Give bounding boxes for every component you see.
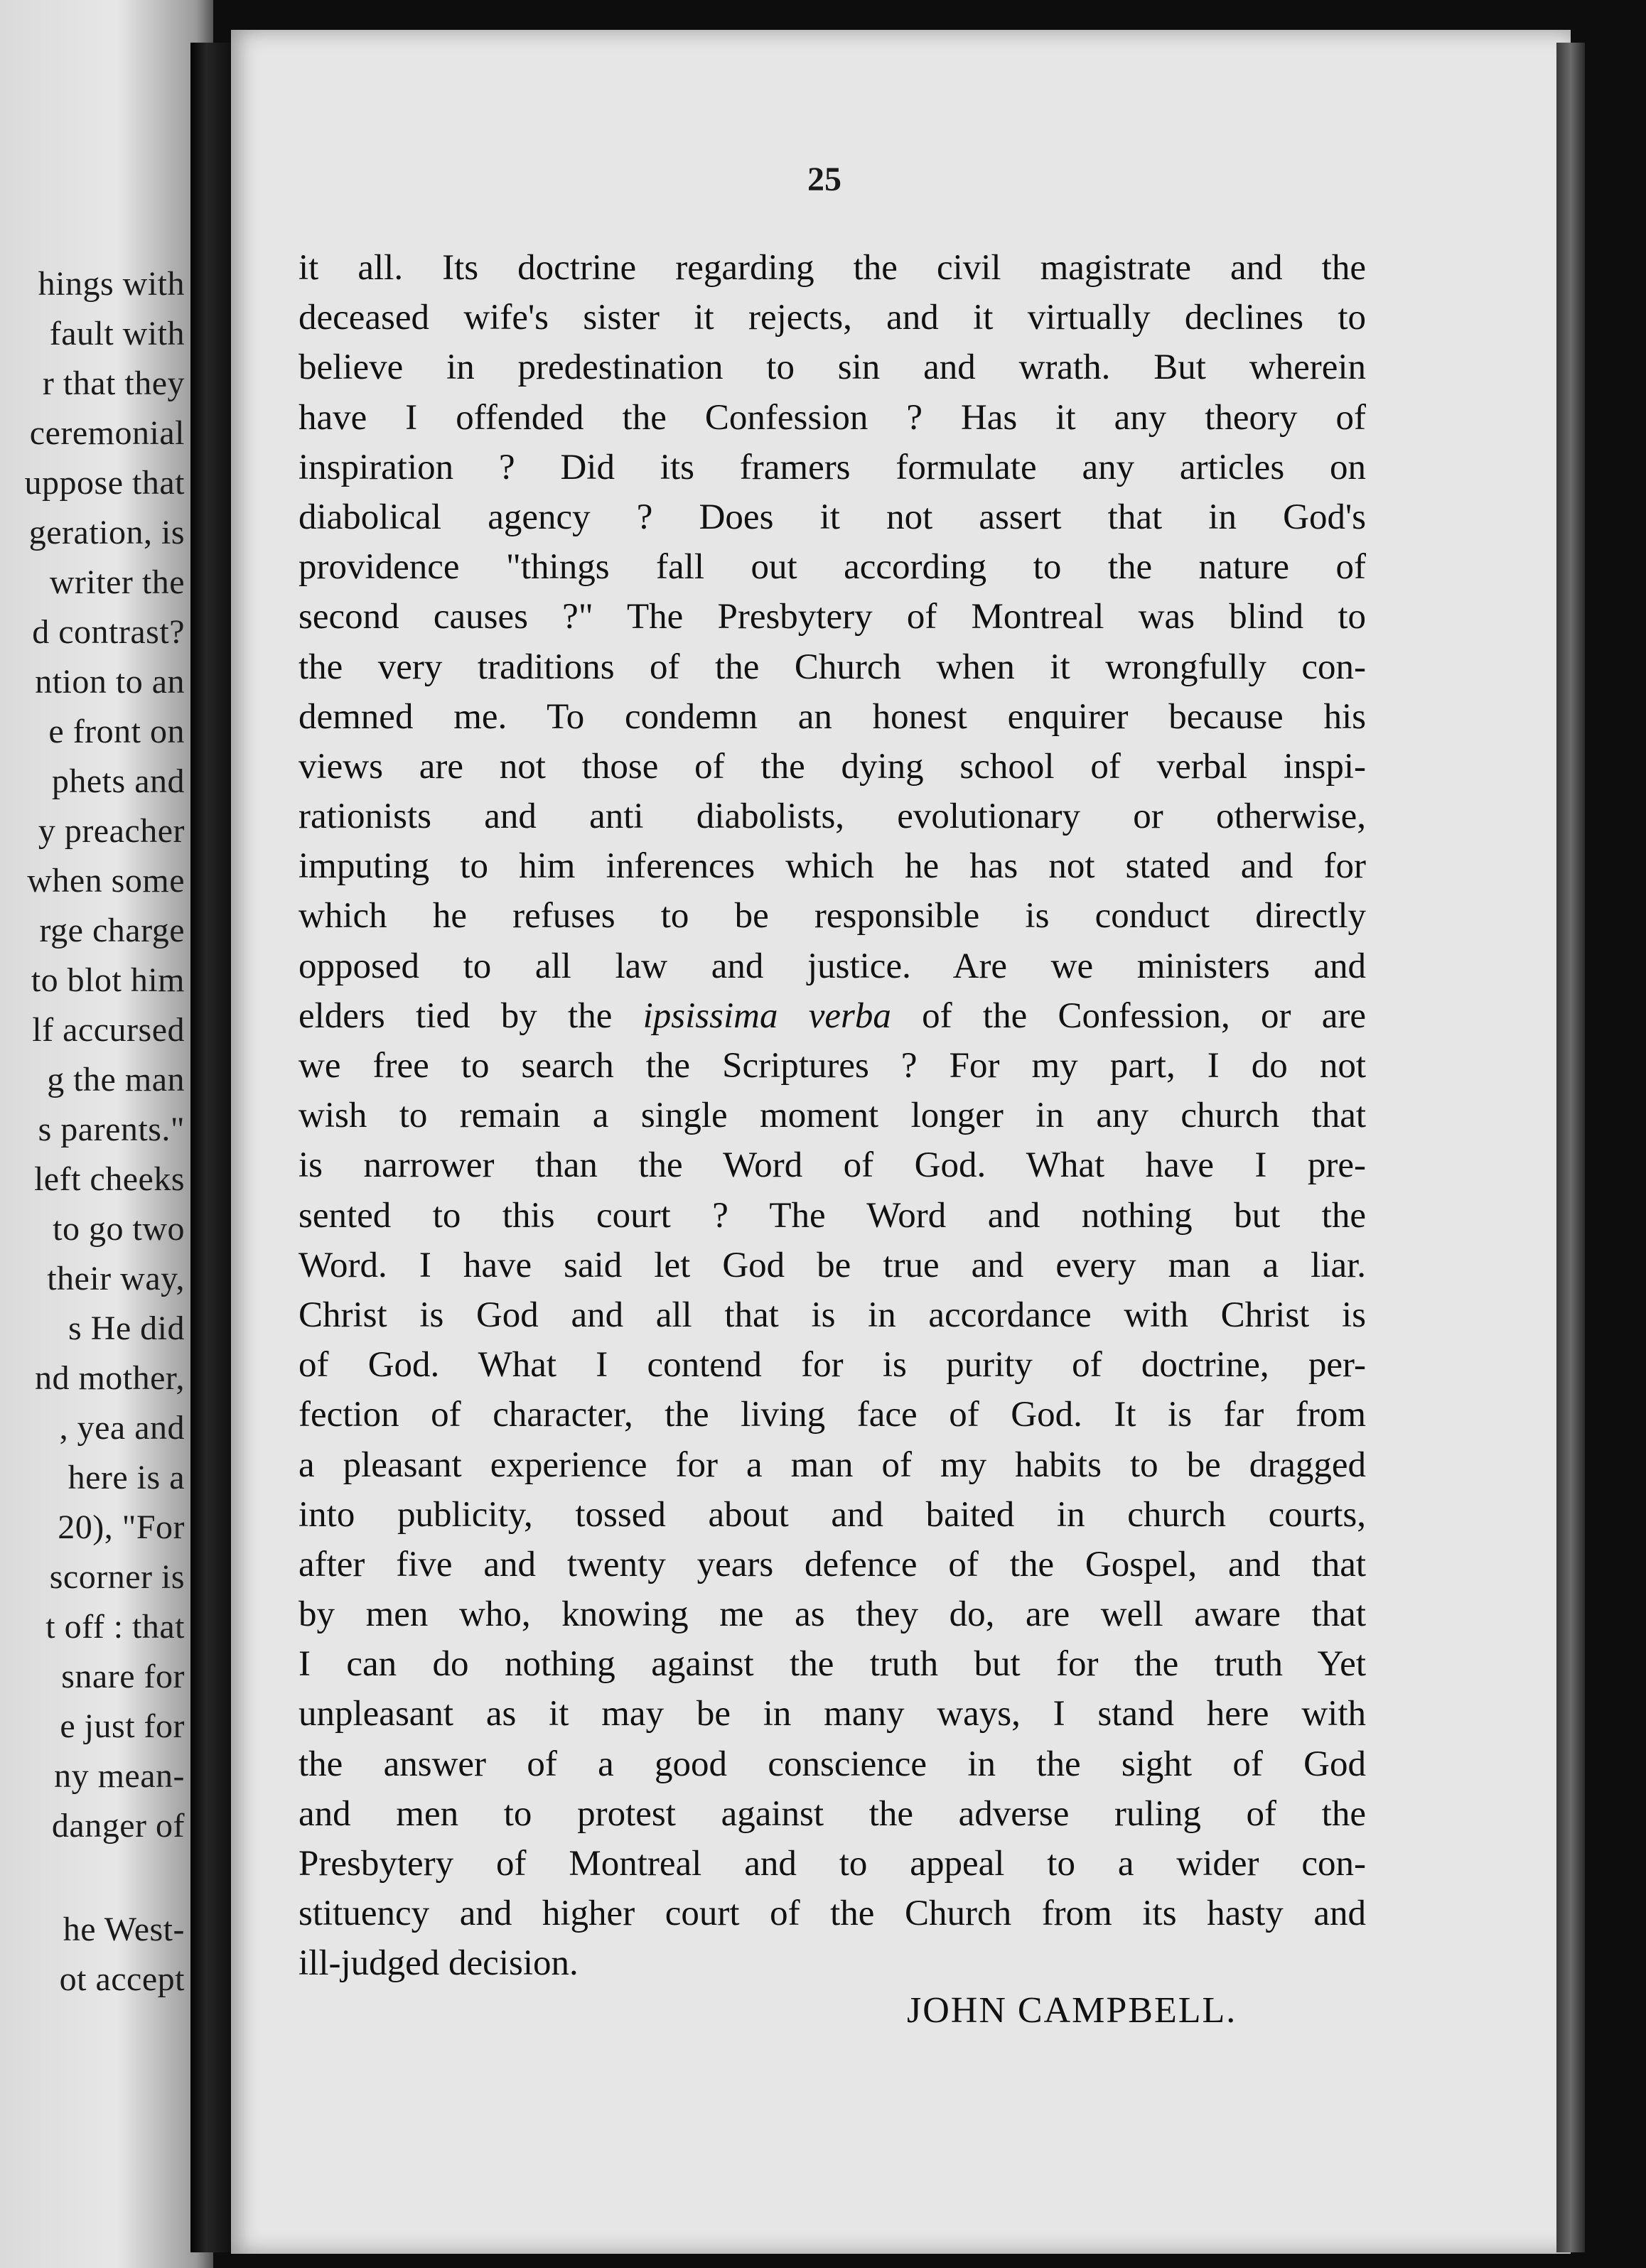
left-page-line: uppose that bbox=[24, 464, 185, 502]
text-line: deceased wife's sister it rejects, and it virtually declines to bbox=[298, 298, 1366, 338]
left-page-line: , yea and bbox=[59, 1409, 185, 1447]
left-page-line: writer the bbox=[49, 563, 185, 601]
text-line: by men who, knowing me as they do, are well aware that bbox=[298, 1594, 1366, 1635]
text-line: elders tied by the ipsissima verba of the Confession, or are bbox=[298, 995, 1366, 1036]
text-line: of God. What I contend for is purity of doctrine, per- bbox=[298, 1345, 1366, 1386]
left-page-line: d contrast? bbox=[32, 613, 185, 651]
left-page-line: ceremonial bbox=[29, 414, 185, 452]
text-line: I can do nothing against the truth but for the truth Yet bbox=[298, 1644, 1366, 1685]
left-page-line: t off : that bbox=[45, 1608, 185, 1646]
text-line: inspiration ? Did its framers formulate any articles on bbox=[298, 447, 1366, 487]
left-page-line: lf accursed bbox=[32, 1011, 185, 1049]
left-page-fragment bbox=[0, 0, 213, 2268]
text-line: Word. I have said let God be true and every man a liar. bbox=[298, 1245, 1366, 1285]
left-page-line: e front on bbox=[48, 713, 185, 750]
text-line: is narrower than the Word of God. What have I pre- bbox=[298, 1145, 1366, 1186]
left-page-line: rge charge bbox=[39, 912, 185, 949]
left-page-line: ny mean- bbox=[54, 1757, 185, 1795]
text-line: the very traditions of the Church when it wrongfully con- bbox=[298, 647, 1366, 687]
text-line: fection of character, the living face of God. It is far from bbox=[298, 1395, 1366, 1435]
text-line: stituency and higher court of the Church from its hasty and bbox=[298, 1894, 1366, 1934]
text-line: Presbytery of Montreal and to appeal to a wider con- bbox=[298, 1844, 1366, 1884]
text-line: demned me. To condemn an honest enquirer because his bbox=[298, 696, 1366, 737]
text-line: opposed to all law and justice. Are we ministers and bbox=[298, 946, 1366, 986]
text-line: wish to remain a single moment longer in any church that bbox=[298, 1096, 1366, 1136]
body-text bbox=[298, 243, 1366, 1989]
text-line: believe in predestination to sin and wrath. But wherein bbox=[298, 347, 1366, 388]
left-page-line: r that they bbox=[42, 364, 185, 402]
text-line: rationists and anti diabolists, evolutionary or otherwise, bbox=[298, 796, 1366, 837]
text-line: sented to this court ? The Word and nothing but the bbox=[298, 1195, 1366, 1236]
left-page-line: s He did bbox=[68, 1310, 185, 1347]
left-page-line: he West- bbox=[63, 1911, 185, 1948]
left-page-line: g the man bbox=[47, 1061, 185, 1098]
left-page-line: danger of bbox=[51, 1807, 185, 1845]
left-page-line: y preacher bbox=[38, 812, 185, 850]
left-page-line: 20), "For bbox=[58, 1508, 185, 1546]
text-line: it all. Its doctrine regarding the civil magistrate and the bbox=[298, 248, 1366, 288]
text-line: and men to protest against the adverse ruling of the bbox=[298, 1793, 1366, 1834]
text-line: the answer of a good conscience in the sight of God bbox=[298, 1744, 1366, 1784]
left-page-line: ot accept bbox=[59, 1960, 185, 1998]
text-line: second causes ?" The Presbytery of Montreal was blind to bbox=[298, 597, 1366, 637]
text-line: into publicity, tossed about and baited in church courts, bbox=[298, 1494, 1366, 1535]
text-line: unpleasant as it may be in many ways, I stand here with bbox=[298, 1694, 1366, 1734]
left-page-line: left cheeks bbox=[33, 1160, 185, 1198]
left-page-line: geration, is bbox=[28, 514, 185, 551]
text-line: a pleasant experience for a man of my habits to be dragged bbox=[298, 1444, 1366, 1485]
left-page-line: here is a bbox=[68, 1459, 185, 1496]
left-page-line: when some bbox=[27, 862, 185, 900]
left-page-line: scorner is bbox=[49, 1558, 185, 1596]
left-page-line: snare for bbox=[61, 1658, 185, 1695]
left-page-line: s parents." bbox=[38, 1111, 185, 1148]
text-line: ill-judged decision. bbox=[298, 1943, 579, 1984]
text-line: which he refuses to be responsible is conduct directly bbox=[298, 896, 1366, 936]
left-page-line: nd mother, bbox=[34, 1359, 185, 1397]
text-line: diabolical agency ? Does it not assert that in God's bbox=[298, 497, 1366, 537]
text-line: have I offended the Confession ? Has it any theory of bbox=[298, 397, 1366, 438]
left-page-line: phets and bbox=[51, 762, 185, 800]
left-page-line: their way, bbox=[47, 1260, 185, 1297]
text-line: after five and twenty years defence of the Gospel, and that bbox=[298, 1544, 1366, 1584]
page-number: 25 bbox=[807, 161, 841, 198]
book-binding bbox=[190, 43, 230, 2252]
left-page-line: to go two bbox=[53, 1210, 185, 1248]
left-page-line: hings with bbox=[38, 265, 185, 303]
page-edge bbox=[1556, 43, 1585, 2252]
left-page-line: fault with bbox=[49, 315, 185, 352]
left-page-line: to blot him bbox=[31, 961, 185, 999]
text-line: imputing to him inferences which he has not stated and for bbox=[298, 846, 1366, 887]
text-line: Christ is God and all that is in accordance with Christ is bbox=[298, 1295, 1366, 1335]
left-page-line: e just for bbox=[60, 1707, 185, 1745]
text-line: providence "things fall out according to the nature of bbox=[298, 547, 1366, 588]
signature: JOHN CAMPBELL. bbox=[907, 1990, 1237, 2031]
text-line: we free to search the Scriptures ? For my part, I do not bbox=[298, 1046, 1366, 1086]
text-line: views are not those of the dying school of verbal inspi- bbox=[298, 746, 1366, 787]
left-page-line: ntion to an bbox=[35, 663, 185, 701]
